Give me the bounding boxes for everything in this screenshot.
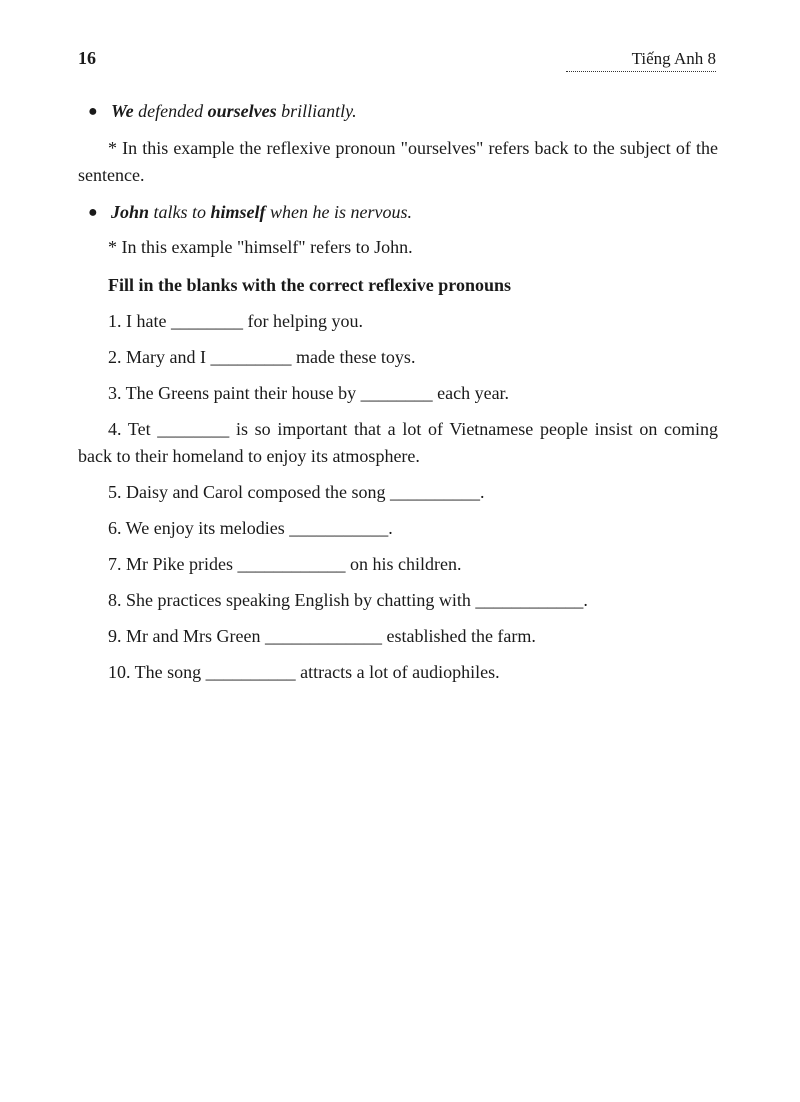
running-head [632,49,716,69]
example-text: brilliantly. [276,101,357,121]
example-subject: We [111,101,134,121]
exercise-item: 3. The Greens paint their house by ________ each year. [108,383,510,403]
example-text: defended [133,101,208,121]
exercise-heading: Fill in the blanks with the correct reflexive pronouns [108,275,511,295]
example-note: * In this example the reflexive pronoun "ourselves" refers back to the subject of the sentence. [78,138,718,185]
exercise-item: 7. Mr Pike prides ____________ on his children. [108,554,462,574]
exercise-item: 1. I hate ________ for helping you. [108,311,363,331]
page-content [78,98,718,686]
exercise-item: 5. Daisy and Carol composed the song __________. [108,482,485,502]
example-text: when he is nervous. [265,202,413,222]
book-title: Tiếng Anh 8 [631,49,716,68]
exercise-item: 4. Tet ________ is so important that a lot of Vietnamese people insist on coming back to their homeland to enjoy its atmosphere. [78,419,718,466]
bullet-icon: ● [88,204,98,221]
example-subject: John [111,202,150,222]
example-pronoun: ourselves [207,101,277,121]
example-block [78,199,718,261]
exercise-item: 8. She practices speaking English by chatting with ____________. [108,590,588,610]
example-note: * In this example "himself" refers to John. [108,237,413,257]
example-text: talks to [149,202,211,222]
exercise-item: 6. We enjoy its melodies ___________. [108,518,393,538]
exercise-item: 2. Mary and I _________ made these toys. [108,347,416,367]
exercise-item: 10. The song __________ attracts a lot of audiophiles. [108,662,500,682]
example-pronoun: himself [210,202,266,222]
page-number: 16 [78,48,96,68]
example-block [78,98,718,189]
exercise-item: 9. Mr and Mrs Green _____________ established the farm. [108,626,536,646]
exercise-list [78,308,718,686]
bullet-icon: ● [88,103,98,120]
header-dotted-rule [566,71,716,72]
example-sentence [88,98,718,125]
example-sentence [88,199,718,226]
